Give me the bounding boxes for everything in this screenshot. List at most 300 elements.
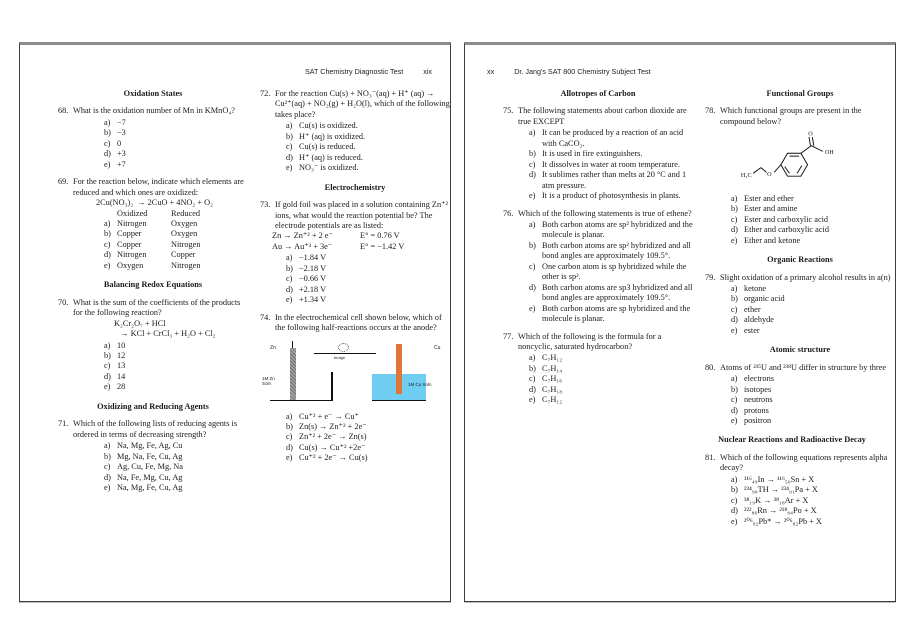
- question-number: 76.: [503, 208, 514, 218]
- option-row: [104, 372, 248, 382]
- option-letter: a): [529, 219, 536, 229]
- option-letter: b): [529, 363, 536, 373]
- pair-cell: Nitrogen: [117, 250, 147, 260]
- bond-ring-to-ether-o: [774, 165, 781, 173]
- option-letter: b): [731, 294, 738, 304]
- option-row: [731, 395, 895, 405]
- potential-value: E° = 0.76 V: [360, 231, 400, 241]
- option-text: H⁺ (aq) is reduced.: [299, 152, 363, 162]
- option-row: [104, 351, 248, 361]
- option-row: [731, 475, 895, 485]
- pair-cell: Oxygen: [117, 260, 144, 270]
- option-row: [286, 253, 450, 263]
- question-text: What is the oxidation number of Mn in KMnO₄?: [73, 106, 235, 116]
- option-row: [731, 406, 895, 416]
- option-letter: a): [529, 353, 536, 363]
- question-text: Which of the following statements is true of ethene?: [518, 208, 692, 218]
- options-list: [529, 128, 693, 201]
- bond-ether-o-to-ch2: [761, 168, 767, 173]
- question-text: If gold foil was placed in a solution containing Zn⁺² ions, what would the reaction potential be? The electrode potentials are as listed:: [275, 200, 448, 230]
- pair-table-row: [104, 250, 248, 260]
- connecting-wire: [314, 353, 376, 354]
- pair-cell: Oxygen: [171, 218, 198, 228]
- option-text: −7: [117, 117, 126, 127]
- option-row: [104, 483, 248, 493]
- option-letter: e): [731, 415, 738, 425]
- option-letter: d): [529, 384, 536, 394]
- question-number: 70.: [58, 297, 69, 307]
- question-text: Atoms of ²³⁵U and ²³⁸U differ in structure by three: [720, 362, 887, 372]
- option-row: [104, 441, 248, 451]
- option-text: Cu(s) is oxidized.: [299, 121, 358, 131]
- option-letter: c): [104, 361, 111, 371]
- option-text: ²³⁴₉₀TH → ²³⁴₉₁Pa + X: [744, 485, 818, 495]
- option-row: [286, 285, 450, 295]
- option-row: [731, 416, 895, 426]
- left-solution-label-line: Soln: [262, 381, 272, 387]
- section-heading: Allotropes of Carbon: [560, 89, 636, 98]
- bond-ch2-to-ch3: [753, 168, 761, 174]
- option-text: ketone: [744, 283, 767, 293]
- option-text: Both carbon atoms are sp hybridized and the molecule is planar.: [542, 303, 691, 324]
- option-letter: e): [731, 516, 738, 526]
- option-letter: a): [104, 441, 111, 451]
- option-row: [529, 374, 693, 384]
- option-letter: b): [731, 204, 738, 214]
- option-text: ²²²₈₆Rn → ²¹⁸₈₄Po + X: [744, 506, 817, 516]
- option-letter: d): [104, 472, 111, 482]
- option-letter: e): [104, 482, 111, 492]
- chemical-equation: [114, 319, 248, 340]
- question: [260, 200, 450, 231]
- half-reaction: Au → Au⁺³ + 3e⁻: [272, 241, 333, 251]
- question-number: 81.: [705, 452, 716, 462]
- option-letter: d): [529, 282, 536, 292]
- option-text: 0: [117, 138, 122, 148]
- option-text: +2.18 V: [299, 284, 327, 294]
- option-row: [529, 220, 693, 241]
- option-row: [529, 241, 693, 262]
- pair-cell: Nitrogen: [117, 218, 147, 228]
- option-letter: c): [286, 432, 293, 442]
- benzene-ring: [781, 154, 808, 177]
- bond-ring-to-carboxyl: [801, 146, 811, 154]
- option-text: Ether and ketone: [744, 235, 801, 245]
- option-letter: e): [731, 235, 738, 245]
- option-row: [731, 194, 895, 204]
- option-text: It dissolves in water at room temperature.: [542, 159, 681, 169]
- option-row: [286, 432, 450, 442]
- option-text: Cu(s) → Cu⁺² +2e⁻: [299, 442, 366, 452]
- option-text: One carbon atom is sp hybridized while the other is sp².: [542, 261, 687, 282]
- options-list: [731, 194, 895, 246]
- option-text: ²⁰⁶₈₂Pb* → ²⁰⁶₈₂Pb + X: [744, 516, 822, 526]
- option-row: [286, 142, 450, 152]
- carbonyl-double-bond-2: [812, 137, 813, 146]
- copper-electrode: [396, 344, 402, 394]
- option-row: [731, 517, 895, 527]
- option-letter: b): [529, 240, 536, 250]
- question-number: 72.: [260, 89, 271, 98]
- section-heading: Nuclear Reactions and Radioactive Decay: [718, 435, 866, 445]
- option-row: [286, 295, 450, 305]
- option-text: −2.18 V: [299, 263, 327, 273]
- option-text: Mg, Na, Fe, Cu, Ag: [117, 451, 183, 461]
- chemical-equation: [96, 198, 248, 208]
- option-text: Zn⁺² + 2e⁻ → Zn(s): [299, 432, 367, 442]
- option-row: [286, 453, 450, 463]
- option-letter: d): [731, 315, 738, 325]
- question: [260, 313, 450, 334]
- option-text: Ester and carboxylic acid: [744, 214, 829, 224]
- option-letter: b): [731, 485, 738, 495]
- option-text: ³⁸₁₉K → ³⁸₁₈Ar + X: [744, 495, 809, 505]
- option-row: [529, 283, 693, 304]
- options-list: [286, 412, 450, 464]
- option-letter: b): [104, 350, 111, 360]
- section-heading: Oxidation States: [123, 89, 183, 98]
- option-letter: c): [731, 214, 738, 224]
- question: [503, 332, 693, 353]
- option-row: [104, 462, 248, 472]
- option-letter: b): [286, 131, 293, 141]
- option-row: [529, 170, 693, 191]
- option-row: [731, 284, 895, 294]
- question-text: The following statements about carbon dioxide are true EXCEPT: [518, 106, 687, 126]
- option-letter: a): [731, 193, 738, 203]
- option-row: [529, 160, 693, 170]
- options-list: [104, 341, 248, 393]
- option-row: [104, 139, 248, 149]
- option-letter: b): [104, 128, 111, 138]
- running-title: Dr. Jang's SAT 800 Chemistry Subject Test: [514, 67, 651, 76]
- option-letter: e): [529, 191, 536, 201]
- option-row: [529, 128, 693, 149]
- option-row: [529, 262, 693, 283]
- option-text: C₇H₁₂: [542, 395, 563, 405]
- option-row: [529, 149, 693, 159]
- option-letter: a): [731, 374, 738, 384]
- question-text: Which of the following lists of reducing agents is ordered in terms of decreasing strength?: [73, 419, 238, 439]
- question: [705, 273, 895, 283]
- pair-cell: Copper: [171, 250, 196, 260]
- section-heading: Functional Groups: [766, 89, 834, 98]
- option-row: [529, 385, 693, 395]
- option-text: Ether and carboxylic acid: [744, 225, 830, 235]
- option-text: Both carbon atoms are sp3 hybridized and all bond angles are approximately 109.5°.: [542, 282, 693, 303]
- option-text: +1.34 V: [299, 295, 327, 305]
- option-row: [104, 341, 248, 351]
- options-list: [529, 220, 693, 325]
- equation-line: → KCl + CrCl₃ + H₂O + Cl₂: [114, 329, 216, 339]
- option-text: −1.84 V: [299, 253, 327, 263]
- option-text: It can be produced by a reaction of an acid with CaCO₃.: [542, 128, 684, 148]
- option-letter: b): [286, 263, 293, 273]
- option-letter: c): [529, 261, 536, 271]
- option-row: [286, 412, 450, 422]
- question: [503, 106, 693, 127]
- option-text: C₇H₁₈: [542, 384, 563, 394]
- section-heading: Electrochemistry: [324, 182, 386, 192]
- question: [260, 89, 450, 120]
- option-row: [731, 294, 895, 304]
- question-text: Which functional groups are present in the compound below?: [720, 106, 862, 126]
- option-text: Na, Mg, Fe, Ag, Cu: [117, 441, 183, 451]
- bridge-label: bridge: [334, 354, 346, 360]
- option-row: [286, 132, 450, 142]
- pair-table-header: [117, 209, 248, 219]
- electrode-potentials: [272, 231, 450, 252]
- pair-table-row: [104, 229, 248, 239]
- question-text: What is the sum of the coefficients of the products for the following reaction?: [73, 297, 241, 318]
- option-text: C₇H₁₂: [542, 353, 563, 363]
- zinc-electrode: [290, 348, 296, 400]
- option-row: [286, 274, 450, 284]
- half-reaction: Zn → Zn⁺² + 2 e⁻: [272, 231, 333, 241]
- option-row: [529, 191, 693, 201]
- option-row: [731, 236, 895, 246]
- option-letter: c): [529, 374, 536, 384]
- option-text: 14: [117, 371, 126, 381]
- page-number: xix: [423, 67, 432, 76]
- option-text: +3: [117, 149, 126, 159]
- option-letter: a): [104, 340, 111, 350]
- option-letter: a): [104, 117, 111, 127]
- option-text: positron: [744, 415, 772, 425]
- left-page-columns: [58, 89, 450, 493]
- question-number: 79.: [705, 272, 716, 282]
- right-page-header: [487, 67, 651, 76]
- option-row: [731, 326, 895, 336]
- option-row: [731, 315, 895, 325]
- question-number: 77.: [503, 331, 514, 341]
- option-row: [104, 473, 248, 483]
- carbonyl-double-bond-1: [809, 137, 810, 146]
- option-letter: b): [104, 229, 111, 239]
- left-solution-label: [262, 376, 275, 387]
- option-row: [104, 361, 248, 371]
- option-text: 28: [117, 382, 126, 392]
- option-letter: a): [104, 218, 111, 228]
- question-number: 80.: [705, 362, 716, 372]
- option-row: [731, 506, 895, 516]
- option-row: [731, 204, 895, 214]
- option-text: Ester and ether: [744, 193, 794, 203]
- option-row: [286, 264, 450, 274]
- question-number: 78.: [705, 106, 716, 116]
- question-text: For the reaction below, indicate which elements are reduced and which ones are oxidized:: [73, 177, 244, 197]
- option-text: aldehyde: [744, 315, 774, 325]
- option-row: [286, 153, 450, 163]
- option-letter: a): [286, 121, 293, 131]
- ring-double-bond-bottom-right: [797, 166, 802, 174]
- option-row: [286, 443, 450, 453]
- options-list: [104, 118, 248, 170]
- section-heading: Atomic structure: [769, 345, 831, 355]
- question-number: 75.: [503, 106, 514, 116]
- option-letter: a): [731, 283, 738, 293]
- option-row: [731, 225, 895, 235]
- question-number: 69.: [58, 177, 69, 187]
- right-page-column-1: [503, 89, 693, 527]
- pair-table-row: [104, 240, 248, 250]
- option-letter: c): [286, 142, 293, 152]
- pair-cell: Oxygen: [171, 229, 198, 239]
- option-text: Cu(s) is reduced.: [299, 142, 356, 152]
- hydroxyl-label: OH: [824, 149, 834, 157]
- option-text: Zn(s) → Zn⁺² + 2e⁻: [299, 421, 367, 431]
- meter-icon: [338, 343, 349, 352]
- option-text: electrons: [744, 374, 774, 384]
- left-beaker-wall: [331, 372, 333, 401]
- section-heading: Balancing Redox Equations: [103, 280, 203, 290]
- option-letter: d): [286, 442, 293, 452]
- option-letter: e): [104, 260, 111, 270]
- question: [58, 177, 248, 198]
- question-number: 71.: [58, 419, 69, 429]
- option-letter: c): [731, 304, 738, 314]
- option-letter: c): [104, 239, 111, 249]
- option-letter: d): [286, 284, 293, 294]
- option-row: [731, 305, 895, 315]
- option-letter: e): [104, 159, 111, 169]
- options-list: [529, 353, 693, 405]
- question: [705, 363, 895, 373]
- book-page-right: [464, 42, 896, 602]
- option-text: 10: [117, 340, 126, 350]
- option-text: Ag, Cu, Fe, Mg, Na: [117, 462, 183, 472]
- option-row: [104, 160, 248, 170]
- options-list: [731, 374, 895, 426]
- carbonyl-oxygen-label: O: [808, 130, 813, 138]
- option-letter: e): [529, 395, 536, 405]
- option-row: [104, 128, 248, 138]
- left-beaker-bottom: [270, 400, 332, 402]
- question-text: In the electrochemical cell shown below, which of the following half-reactions occurs at the anode?: [275, 312, 442, 333]
- option-row: [529, 353, 693, 363]
- question: [503, 209, 693, 219]
- question: [58, 419, 248, 440]
- options-list: [731, 475, 895, 527]
- option-row: [104, 118, 248, 128]
- option-letter: d): [286, 152, 293, 162]
- electrochemical-cell-figure: [262, 338, 444, 410]
- option-row: [529, 304, 693, 325]
- question: [705, 453, 895, 474]
- methyl-label: H₃C: [740, 172, 752, 180]
- equation-line: 2Cu(NO₃)₂ → 2CuO + 4NO₂ + O₂: [96, 198, 214, 208]
- option-text: ¹¹⁶₄₉In → ¹¹⁶₅₀Sn + X: [744, 474, 815, 484]
- electrode-wire-tick: [292, 341, 293, 348]
- option-letter: b): [529, 149, 536, 159]
- running-title: SAT Chemistry Diagnostic Test: [304, 67, 404, 76]
- option-row: [104, 149, 248, 159]
- option-letter: a): [731, 474, 738, 484]
- bond-c-to-oh: [811, 146, 822, 152]
- option-row: [529, 364, 693, 374]
- option-letter: a): [286, 253, 293, 263]
- left-page-column-2: [260, 89, 450, 493]
- right-solution-label: 1M Cu Soln: [408, 381, 432, 387]
- option-text: +7: [117, 159, 126, 169]
- option-letter: d): [731, 506, 738, 516]
- option-text: NO₃⁻ is oxidized.: [299, 163, 359, 173]
- question-text: Which of the following is the formula for a noncyclic, saturated hydrocarbon?: [518, 331, 662, 351]
- pair-table-row: [104, 219, 248, 229]
- option-text: C₇H₁₆: [542, 374, 563, 384]
- right-beaker-bottom: [372, 400, 426, 402]
- option-text: C₇H₁₄: [542, 363, 563, 373]
- right-page-columns: [503, 89, 895, 527]
- option-letter: d): [104, 149, 111, 159]
- options-list: [286, 253, 450, 305]
- option-text: −0.66 V: [299, 274, 327, 284]
- section-heading: Oxidizing and Reducing Agents: [97, 401, 209, 411]
- pair-table-row: [104, 261, 248, 271]
- right-page-column-2: [705, 89, 895, 527]
- equation-line: K₂Cr₂O₇ + HCl: [114, 318, 166, 328]
- option-letter: e): [529, 303, 536, 313]
- left-page-column-1: [58, 89, 248, 493]
- option-letter: e): [286, 453, 293, 463]
- pair-col2-header: Reduced: [171, 208, 201, 218]
- option-letter: c): [731, 395, 738, 405]
- option-text: H⁺ (aq) is oxidized.: [299, 131, 366, 141]
- option-text: 12: [117, 350, 126, 360]
- question: [58, 106, 248, 116]
- option-row: [529, 395, 693, 405]
- book-page-left: [19, 42, 451, 602]
- option-letter: d): [731, 225, 738, 235]
- option-text: It is used in fire extinguishers.: [542, 149, 643, 159]
- pair-cell: Copper: [117, 229, 142, 239]
- option-letter: d): [104, 250, 111, 260]
- compound-structure-figure: [737, 130, 861, 188]
- option-row: [104, 382, 248, 392]
- option-row: [731, 385, 895, 395]
- left-page-header: [305, 67, 432, 76]
- question: [705, 106, 895, 127]
- pair-col1-header: Oxidized: [117, 208, 148, 218]
- option-text: organic acid: [744, 294, 785, 304]
- question-text: Slight oxidation of a primary alcohol results in a(n): [720, 272, 891, 282]
- question-number: 68.: [58, 106, 69, 116]
- option-letter: c): [529, 159, 536, 169]
- potential-row: [272, 231, 450, 241]
- option-text: 13: [117, 361, 126, 371]
- question-number: 73.: [260, 200, 271, 210]
- option-text: −3: [117, 128, 126, 138]
- pair-cell: Nitrogen: [171, 260, 201, 270]
- option-text: Both carbon atoms are sp² hybridized and the molecule is planar.: [542, 219, 693, 240]
- option-text: Ester and amine: [744, 204, 798, 214]
- option-letter: e): [286, 295, 293, 305]
- option-row: [286, 163, 450, 173]
- option-text: protons: [744, 405, 769, 415]
- option-text: neutrons: [744, 395, 773, 405]
- question-number: 74.: [260, 312, 271, 322]
- option-letter: d): [529, 170, 536, 180]
- section-heading: Organic Reactions: [767, 255, 833, 265]
- zinc-label: Zn: [270, 344, 276, 351]
- option-row: [286, 422, 450, 432]
- page-number: xx: [487, 67, 495, 76]
- pair-cell: Nitrogen: [171, 239, 201, 249]
- pair-cell: Copper: [117, 239, 142, 249]
- option-text: It is a product of photosynthesis in plants.: [542, 191, 681, 201]
- option-row: [731, 496, 895, 506]
- option-letter: a): [286, 411, 293, 421]
